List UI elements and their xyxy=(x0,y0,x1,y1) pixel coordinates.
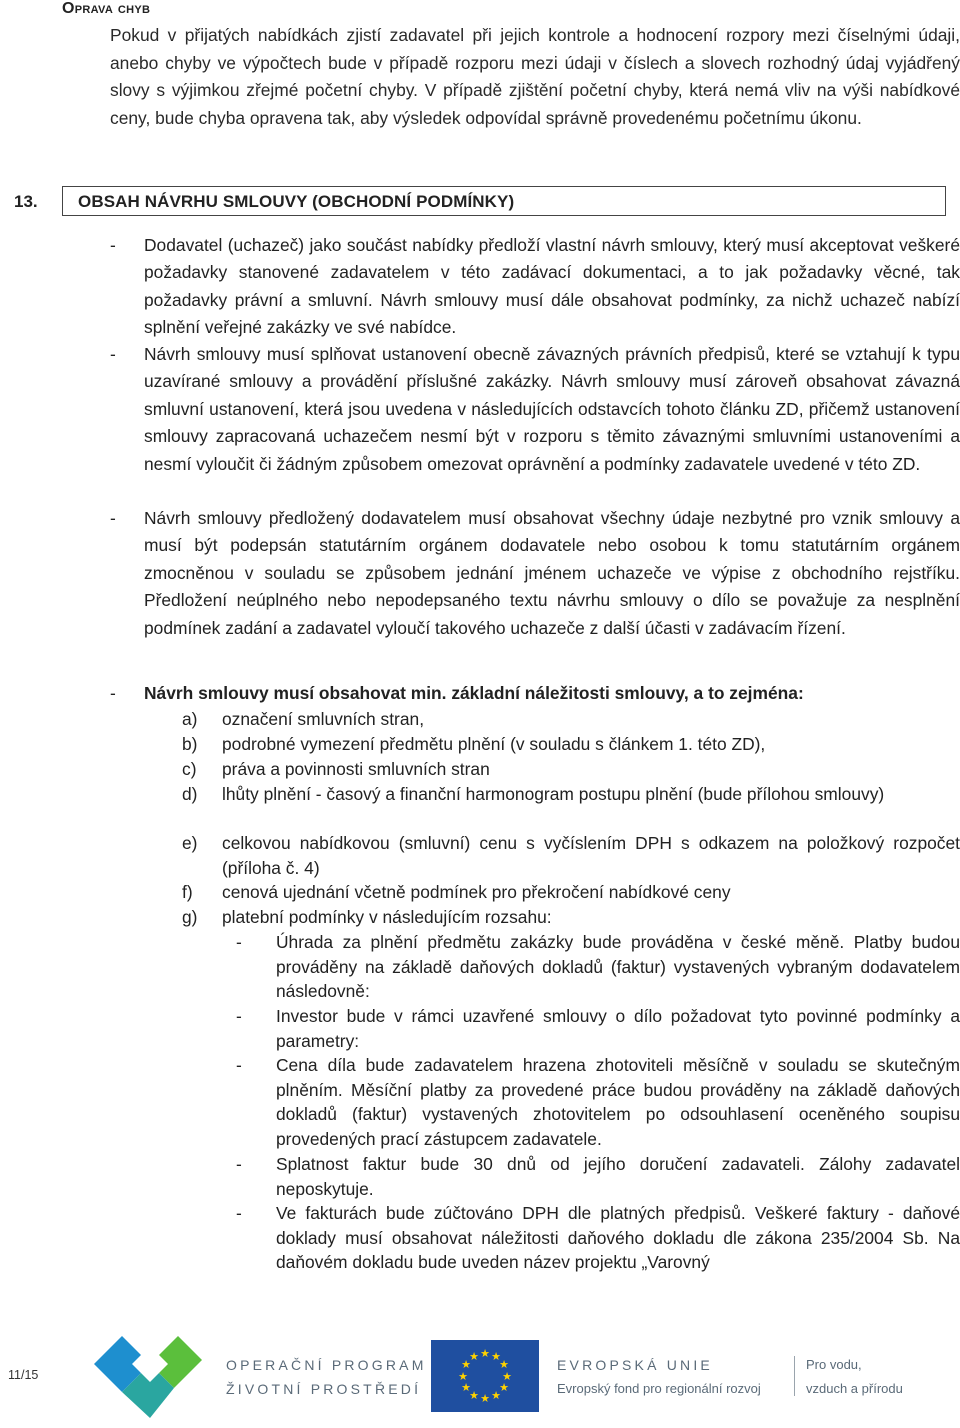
bullet-dash: - xyxy=(236,1154,242,1174)
svg-text:★: ★ xyxy=(480,1392,490,1405)
bullet-dash: - xyxy=(236,1055,242,1075)
list-text: podrobné vymezení předmětu plnění (v souladu s článkem 1. této ZD), xyxy=(222,734,766,754)
list-letter: d) xyxy=(182,784,198,804)
list-item xyxy=(0,782,960,832)
footer-divider xyxy=(794,1356,795,1396)
paragraph-2: Návrh smlouvy musí splňovat ustanovení obecně závazných právních předpisů, které se vztahují k typu uzavírané smlouvy a provádění příslušné zakázky. Návrh smlouvy musí zároveň obsahovat závazná smluvní ustanovení, která jsou uvedena v následujících odstavcích tohoto článku ZD, přičemž ustanovení smlouvy zapracovaná uchazečem nesmí být v rozporu s těmito závaznými smluvními ustanoveními a nesmí vyloučit či žádným způsobem omezovat oprávnění a podmínky zadavatele uvedené v této ZD. xyxy=(144,344,960,474)
svg-text:★: ★ xyxy=(469,1350,479,1363)
sub-list-text: Investor bude v rámci uzavřené smlouvy o dílo požadovat tyto povinné podmínky a parametry: xyxy=(276,1006,960,1051)
sub-list-text: Úhrada za plnění předmětu zakázky bude prováděna v české měně. Platby budou prováděny na základě daňových dokladů (faktur) vystavených vybraným dodavatelem následovně: xyxy=(276,932,960,1002)
op-title-line2: ŽIVOTNÍ PROSTŘEDÍ xyxy=(226,1381,422,1397)
svg-text:★: ★ xyxy=(480,1347,490,1360)
svg-text:★: ★ xyxy=(502,1370,512,1383)
op-zp-logo-icon xyxy=(92,1330,204,1424)
list-text: platební podmínky v následujícím rozsahu: xyxy=(222,907,552,927)
list-item xyxy=(0,757,960,782)
sub-list-item xyxy=(0,930,960,1004)
intro-paragraph: Pokud v přijatých nabídkách zjistí zadavatel při jejich kontrole a hodnocení rozpory mezi číselnými údaji, anebo chyby ve výpočtech bude v případě rozporu mezi údaji v číslech a slovech rozhodný údaj vyjádřený slovy s výjimkou zřejmé početní chyby. V případě zjištění početní chyby, která nemá vliv na výši nabídkové ceny, bude chyba opravena tak, aby výsledek odpovídal správně provedenému početnímu úkonu. xyxy=(110,25,960,128)
sub-list-item xyxy=(0,1152,960,1202)
sub-list-item xyxy=(0,1004,960,1054)
svg-text:★: ★ xyxy=(499,1358,509,1371)
svg-text:★: ★ xyxy=(458,1370,468,1383)
bullet-dash: - xyxy=(236,1203,242,1223)
list-text: lhůty plnění - časový a finanční harmonogram postupu plnění (bude přílohou smlouvy) xyxy=(222,784,885,804)
section-title: Oprava chyb xyxy=(62,0,151,17)
bullet-dash: - xyxy=(110,683,116,703)
svg-text:★: ★ xyxy=(461,1381,471,1394)
list-item xyxy=(0,905,960,930)
list-item xyxy=(0,831,960,881)
svg-text:★: ★ xyxy=(469,1389,479,1402)
page-number: 11/15 xyxy=(8,1368,39,1382)
list-item xyxy=(0,880,960,905)
bullet-dash: - xyxy=(110,344,116,364)
svg-text:★: ★ xyxy=(491,1389,501,1402)
list-text: označení smluvních stran, xyxy=(222,709,425,729)
list-letter: c) xyxy=(182,759,197,779)
list-text: celkovou nabídkovou (smluvní) cenu s vyčíslením DPH s odkazem na položkový rozpočet (příloha č. 4) xyxy=(222,833,960,878)
heading-number: 13. xyxy=(14,192,38,211)
list-text: práva a povinnosti smluvních stran xyxy=(222,759,490,779)
list-item xyxy=(0,707,960,732)
slogan-line1: Pro vodu, xyxy=(806,1357,862,1372)
list-item xyxy=(0,732,960,757)
list-letter: g) xyxy=(182,907,198,927)
list-letter: a) xyxy=(182,709,198,729)
paragraph-1: Dodavatel (uchazeč) jako součást nabídky předloží vlastní návrh smlouvy, který musí akceptovat veškeré požadavky stanovené zadavatelem v této zadávací dokumentaci, a to jak požadavky věcné, tak požadavky právní a smluvní. Návrh smlouvy musí dále obsahovat podmínky, za nichž uchazeč nabízí splnění veřejné zakázky ve své nabídce. xyxy=(144,235,960,338)
bullet-dash: - xyxy=(110,508,116,528)
eu-title: EVROPSKÁ UNIE xyxy=(557,1357,713,1373)
heading-title: OBSAH NÁVRHU SMLOUVY (OBCHODNÍ PODMÍNKY) xyxy=(78,192,515,211)
sub-list-item xyxy=(0,1053,960,1153)
list-letter: f) xyxy=(182,882,193,902)
sub-list-text: Ve fakturách bude zúčtováno DPH dle platných předpisů. Veškeré faktury - daňové doklady musí obsahovat náležitosti daňového dokladu dle zákona 235/2004 Sb. Na daňovém dokladu bude uveden název projektu „Varovný xyxy=(276,1203,960,1273)
eu-fund: Evropský fond pro regionální rozvoj xyxy=(557,1381,761,1396)
op-title-line1: OPERAČNÍ PROGRAM xyxy=(226,1357,427,1373)
list-letter: e) xyxy=(182,833,198,853)
eu-flag-icon xyxy=(431,1340,539,1412)
sub-list-item xyxy=(0,1201,960,1276)
svg-text:★: ★ xyxy=(499,1381,509,1394)
sub-list-text: Cena díla bude zadavatelem hrazena zhotoviteli měsíčně v souladu se skutečným plněním. Měsíční platby za provedené práce budou prováděny na základě daňových dokladů (faktur) vystavených zhotovitelem po odsouhlasení oceněného soupisu provedených prací zástupcem zadavatele. xyxy=(276,1055,960,1149)
svg-text:★: ★ xyxy=(461,1358,471,1371)
bullet-dash: - xyxy=(236,1006,242,1026)
list-letter: b) xyxy=(182,734,198,754)
list-text: cenová ujednání včetně podmínek pro překročení nabídkové ceny xyxy=(222,882,731,902)
sub-list-text: Splatnost faktur bude 30 dnů od jejího doručení zadavateli. Zálohy zadavatel neposkytuje. xyxy=(276,1154,960,1199)
bullet-dash: - xyxy=(110,235,116,255)
paragraph-3: Návrh smlouvy předložený dodavatelem musí obsahovat všechny údaje nezbytné pro vznik smlouvy a musí být podepsán statutárním orgánem dodavatele nebo osobou k tomu statutárním orgánem zmocněnou v souladu se způsobem jednání jménem uchazeče ve výpise z obchodního rejstříku. Předložení neúplného nebo nepodepsaného textu návrhu smlouvy o dílo se považuje za nesplnění podmínek zadání a zadavatel vyloučí takového uchazeče z další účasti v zadávacím řízení. xyxy=(144,508,960,638)
slogan-line2: vzduch a přírodu xyxy=(806,1381,903,1396)
bullet-dash: - xyxy=(236,932,242,952)
requirements-heading: Návrh smlouvy musí obsahovat min. základní náležitosti smlouvy, a to zejména: xyxy=(144,683,804,703)
svg-text:★: ★ xyxy=(491,1350,501,1363)
